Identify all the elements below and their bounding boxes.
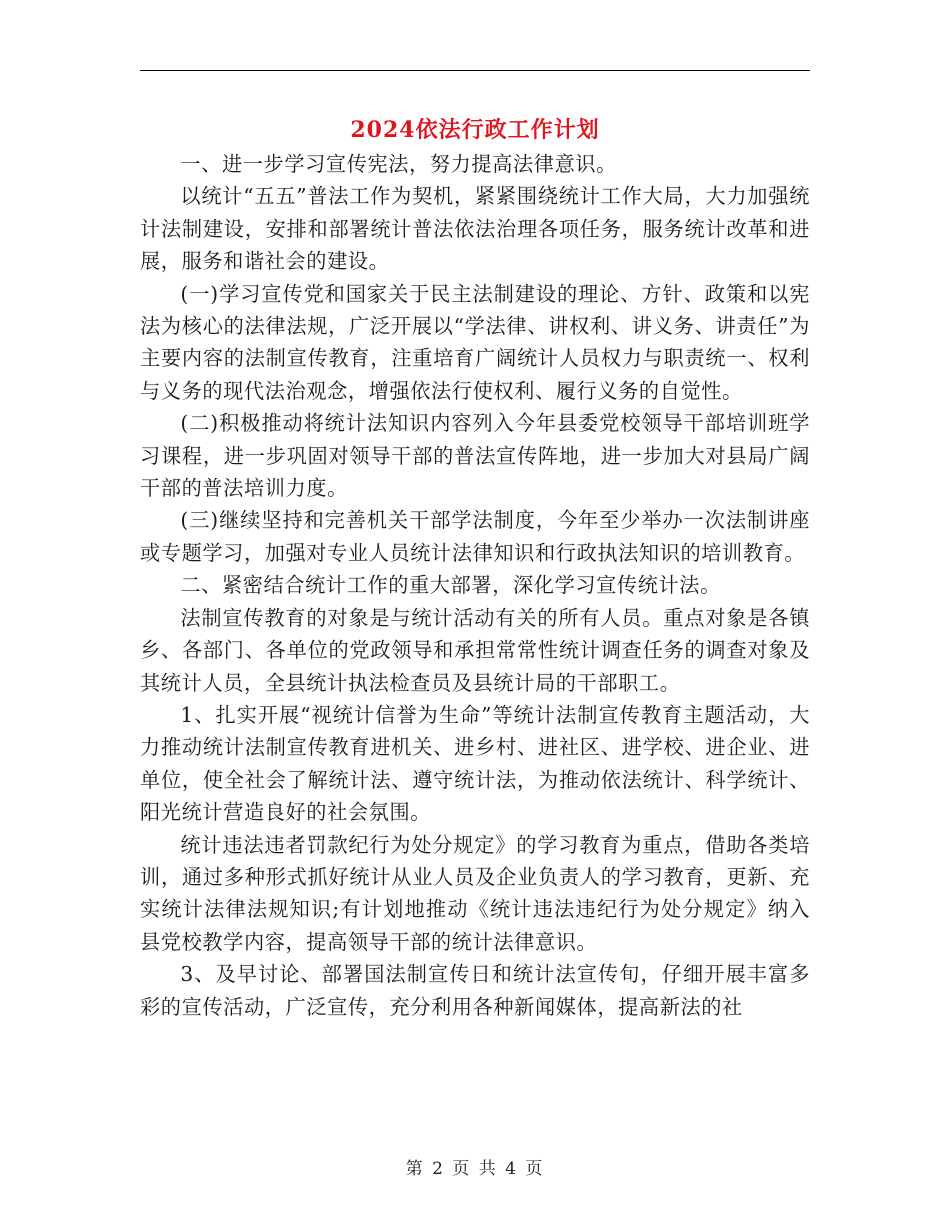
paragraph-10: 3、及早讨论、部署国法制宣传日和统计法宣传旬，仔细开展丰富多彩的宣传活动，广泛宣传，充分利用各种新闻媒体，提高新法的社 [140,962,810,1019]
paragraph-7: 法制宣传教育的对象是与统计活动有关的所有人员。重点对象是各镇乡、各部门、各单位的党政领导和承担常常性统计调查任务的调查对象及其统计人员，全县统计执法检查员及县统计局的干部职工。 [140,605,810,695]
paragraph-4: (二)积极推动将统计法知识内容列入今年县委党校领导干部培训班学习课程，进一步巩固对领导干部的普法宣传阵地，进一步加大对县局广阔干部的普法培训力度。 [140,411,810,501]
document-body [140,148,810,1023]
paragraph-3: (一)学习宣传党和国家关于民主法制建设的理论、方针、政策和以宪法为核心的法律法规，广泛开展以“学法律、讲权利、讲义务、讲责任”为主要内容的法制宣传教育，注重培育广阔统计人员权力与职责统一、权利与义务的现代法治观念，增强依法行使权利、履行义务的自觉性。 [140,281,810,403]
header-rule [140,70,810,71]
paragraph-1: 一、进一步学习宣传宪法，努力提高法律意识。 [180,152,617,176]
paragraph-6: 二、紧密结合统计工作的重大部署，深化学习宣传统计法。 [180,573,721,598]
paragraph-2: 以统计“五五”普法工作为契机，紧紧围绕统计工作大局，大力加强统计法制建设，安排和部署统计普法依法治理各项任务，服务统计改革和进展，服务和谐社会的建设。 [140,184,810,274]
paragraph-9: 统计违法违者罚款纪行为处分规定》的学习教育为重点，借助各类培训，通过多种形式抓好统计从业人员及企业负责人的学习教育，更新、充实统计法律法规知识;有计划地推动《统计违法违纪行为处分规定》纳入县党校教学内容，提高领导干部的统计法律意识。 [140,832,810,954]
document-title: 2024依法行政工作计划 [350,117,600,143]
paragraph-5: (三)继续坚持和完善机关干部学法制度，今年至少举办一次法制讲座或专题学习，加强对专业人员统计法律知识和行政执法知识的培训教育。 [140,508,810,565]
paragraph-8: 1、扎实开展“视统计信誉为生命”等统计法制宣传教育主题活动，大力推动统计法制宣传教育进机关、进乡村、进社区、进学校、进企业、进单位，使全社会了解统计法、遵守统计法，为推动依法统计、科学统计、阳光统计营造良好的社会氛围。 [140,702,810,825]
page-number-footer: 第 2 页 共 4 页 [405,1159,545,1179]
